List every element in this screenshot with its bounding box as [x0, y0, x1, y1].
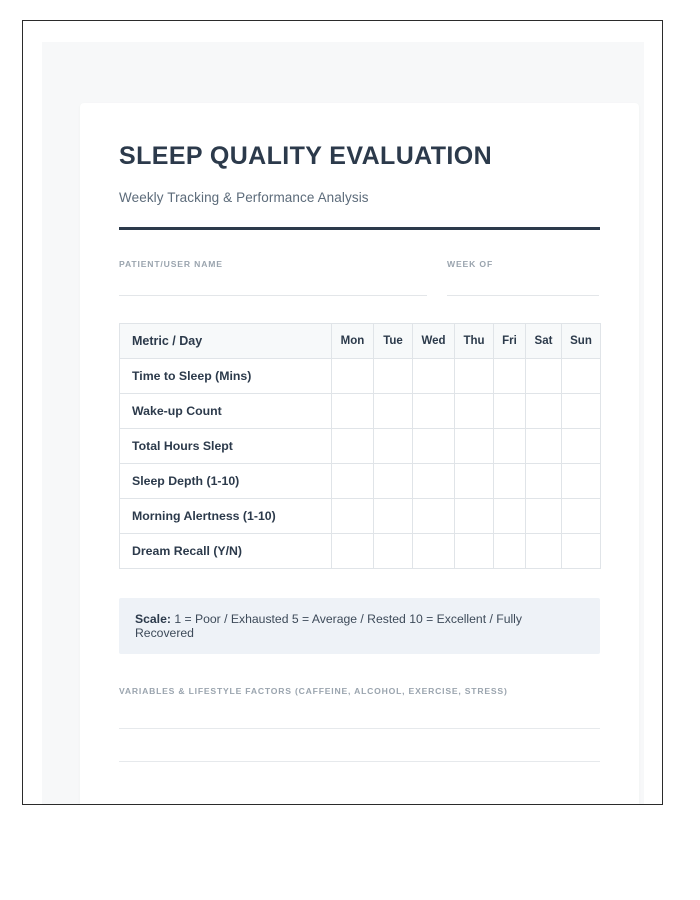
entry-cell[interactable] [562, 429, 601, 464]
table-row [120, 464, 601, 499]
page-title: SLEEP QUALITY EVALUATION [119, 142, 493, 170]
entry-cell[interactable] [332, 499, 374, 534]
metric-label: Time to Sleep (Mins) [120, 359, 332, 394]
entry-cell[interactable] [562, 359, 601, 394]
entry-cell[interactable] [374, 499, 413, 534]
entry-cell[interactable] [526, 464, 562, 499]
week-of-field[interactable] [447, 259, 599, 296]
table-header [120, 324, 601, 359]
entry-cell[interactable] [413, 499, 455, 534]
entry-cell[interactable] [374, 429, 413, 464]
entry-cell[interactable] [413, 429, 455, 464]
notes-label: VARIABLES & LIFESTYLE FACTORS (CAFFEINE, ALCOHOL, EXERCISE, STRESS) [119, 686, 508, 696]
column-header-sat: Sat [526, 324, 562, 359]
column-header-metric: Metric / Day [120, 324, 332, 359]
header-divider [119, 227, 600, 230]
entry-cell[interactable] [413, 464, 455, 499]
entry-cell[interactable] [332, 359, 374, 394]
entry-cell[interactable] [562, 394, 601, 429]
entry-cell[interactable] [494, 429, 526, 464]
entry-cell[interactable] [332, 534, 374, 569]
entry-cell[interactable] [332, 429, 374, 464]
page-background [42, 42, 644, 805]
column-header-tue: Tue [374, 324, 413, 359]
column-header-sun: Sun [562, 324, 601, 359]
patient-name-input-line[interactable] [119, 294, 427, 296]
entry-cell[interactable] [374, 534, 413, 569]
column-header-thu: Thu [455, 324, 494, 359]
scale-legend-label: Scale: [135, 612, 171, 626]
entry-cell[interactable] [526, 534, 562, 569]
entry-cell[interactable] [455, 394, 494, 429]
entry-cell[interactable] [494, 359, 526, 394]
week-of-label: WEEK OF [447, 259, 494, 269]
document-card [80, 103, 639, 805]
browser-viewport [22, 20, 663, 805]
entry-cell[interactable] [374, 359, 413, 394]
week-of-input-line[interactable] [447, 294, 599, 296]
entry-cell[interactable] [455, 499, 494, 534]
patient-name-field[interactable] [119, 259, 427, 296]
table-row [120, 359, 601, 394]
document-content [80, 103, 639, 762]
entry-cell[interactable] [332, 394, 374, 429]
entry-cell[interactable] [455, 359, 494, 394]
table-header-row [120, 324, 601, 359]
table-row [120, 429, 601, 464]
entry-cell[interactable] [374, 394, 413, 429]
column-header-mon: Mon [332, 324, 374, 359]
entry-cell[interactable] [494, 394, 526, 429]
entry-cell[interactable] [526, 394, 562, 429]
column-header-fri: Fri [494, 324, 526, 359]
entry-cell[interactable] [562, 499, 601, 534]
entry-cell[interactable] [526, 359, 562, 394]
notes-input-line[interactable] [119, 760, 600, 762]
table-body [120, 359, 601, 569]
entry-cell[interactable] [494, 534, 526, 569]
metric-label: Sleep Depth (1-10) [120, 464, 332, 499]
entry-cell[interactable] [562, 534, 601, 569]
table-row [120, 499, 601, 534]
patient-name-label: PATIENT/USER NAME [119, 259, 223, 269]
entry-cell[interactable] [413, 394, 455, 429]
meta-fields-row [119, 259, 600, 296]
entry-cell[interactable] [413, 359, 455, 394]
entry-cell[interactable] [562, 464, 601, 499]
entry-cell[interactable] [413, 534, 455, 569]
notes-input-line[interactable] [119, 727, 600, 729]
metric-label: Wake-up Count [120, 394, 332, 429]
scale-legend [119, 598, 600, 654]
sleep-metrics-table [119, 323, 601, 569]
table-row [120, 534, 601, 569]
metric-label: Dream Recall (Y/N) [120, 534, 332, 569]
entry-cell[interactable] [494, 464, 526, 499]
entry-cell[interactable] [455, 464, 494, 499]
entry-cell[interactable] [494, 499, 526, 534]
column-header-wed: Wed [413, 324, 455, 359]
entry-cell[interactable] [455, 534, 494, 569]
entry-cell[interactable] [526, 429, 562, 464]
table-row [120, 394, 601, 429]
page-subtitle: Weekly Tracking & Performance Analysis [119, 190, 369, 205]
entry-cell[interactable] [374, 464, 413, 499]
entry-cell[interactable] [332, 464, 374, 499]
metric-label: Morning Alertness (1-10) [120, 499, 332, 534]
notes-section [119, 686, 600, 762]
metric-label: Total Hours Slept [120, 429, 332, 464]
entry-cell[interactable] [455, 429, 494, 464]
entry-cell[interactable] [526, 499, 562, 534]
scale-legend-text: 1 = Poor / Exhausted 5 = Average / Rested 10 = Excellent / Fully Recovered [135, 612, 522, 640]
